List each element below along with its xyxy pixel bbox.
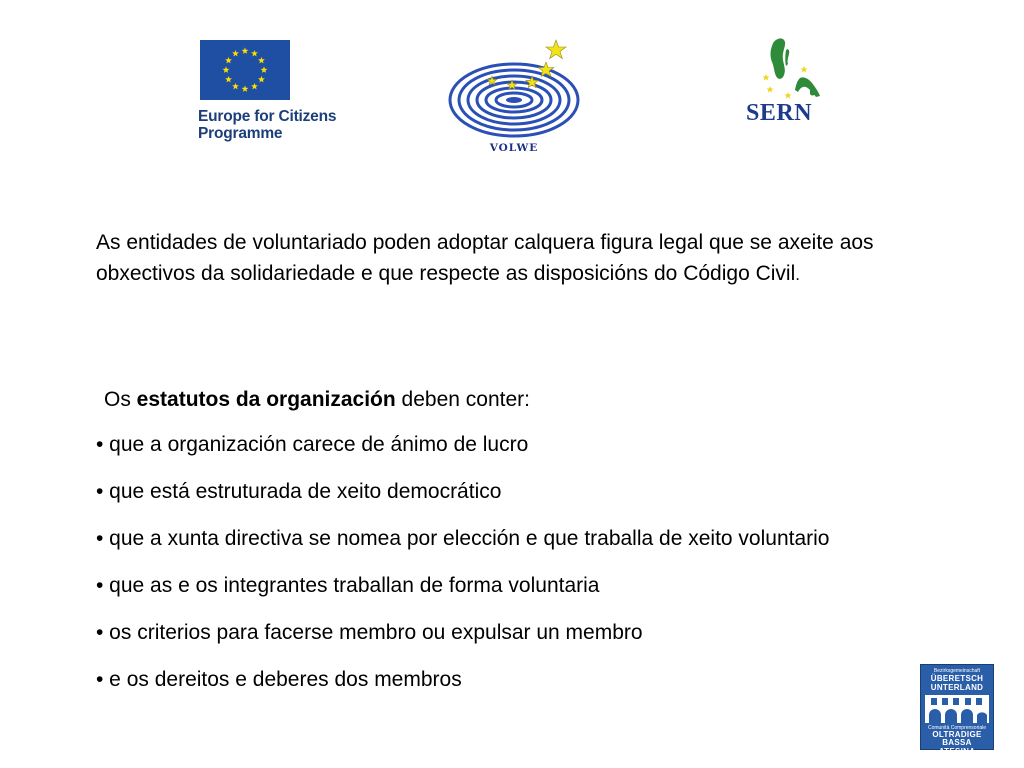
- ueberetsch-unterland-logo: [920, 664, 994, 756]
- ueberetsch-bottom-line2: BASSA ATESINA: [938, 738, 976, 756]
- list-item: • os criterios para facerse membro ou expulsar un membro: [96, 621, 643, 644]
- statute-list: [96, 430, 916, 712]
- list-item: • que a xunta directiva se nomea por elección e que traballa de xeito voluntario: [96, 527, 830, 550]
- eu-star-icon: [242, 85, 249, 92]
- intro-main-text: As entidades de voluntariado poden adoptar calquera figura legal que se axeite aos obxectivos da solidariedade e que respecte as disposicións do Código Civil: [96, 231, 874, 285]
- eu-citizens-logo: [196, 38, 346, 148]
- list-item: • que as e os integrantes traballan de forma voluntaria: [96, 574, 600, 597]
- eu-star-icon: [251, 50, 258, 57]
- eu-star-icon: [225, 76, 232, 83]
- intro-tail-text: .: [795, 264, 800, 284]
- eu-caption-line2: Programme: [198, 125, 283, 142]
- map-icon: [742, 36, 842, 100]
- list-item: • e os dereitos e deberes dos membros: [96, 668, 462, 691]
- volwe-label: VOLWE: [489, 142, 539, 154]
- statutes-suffix: deben conter:: [395, 388, 530, 411]
- sern-logo: [742, 36, 842, 132]
- ueberetsch-bottom-line1: OLTRADIGE: [932, 730, 982, 739]
- statutes-bold: estatutos da organización: [136, 388, 396, 411]
- ueberetsch-top-line2: UNTERLAND: [930, 683, 984, 692]
- eu-star-icon: [232, 83, 239, 90]
- eu-star-icon: [242, 47, 249, 54]
- eu-star-icon: [223, 66, 230, 73]
- eu-star-icon: [251, 83, 258, 90]
- eu-caption-line1: Europe for Citizens: [198, 108, 337, 125]
- statutes-prefix: Os: [104, 388, 137, 411]
- volwe-logo: [448, 38, 594, 160]
- eu-star-icon: [258, 57, 265, 64]
- sern-label: SERN: [746, 100, 813, 126]
- ueberetsch-top-line1: ÜBERETSCH: [930, 674, 984, 683]
- eu-programme-caption: [198, 108, 336, 142]
- intro-paragraph: [96, 228, 916, 290]
- statutes-heading: [104, 385, 530, 415]
- spiral-stars-icon: [448, 38, 594, 142]
- ueberetsch-bottom-small: Comunità Comprensoriale: [927, 725, 987, 731]
- list-item: • que está estruturada de xeito democrático: [96, 480, 502, 503]
- list-item: • que a organización carece de ánimo de lucro: [96, 433, 529, 456]
- eu-star-icon: [232, 50, 239, 57]
- eu-star-icon: [258, 76, 265, 83]
- eu-star-icon: [225, 57, 232, 64]
- eu-flag-icon: [200, 40, 290, 100]
- arches-icon: [925, 695, 989, 723]
- eu-star-icon: [261, 66, 268, 73]
- ueberetsch-top-small: Bezirksgemeinschaft: [933, 668, 981, 674]
